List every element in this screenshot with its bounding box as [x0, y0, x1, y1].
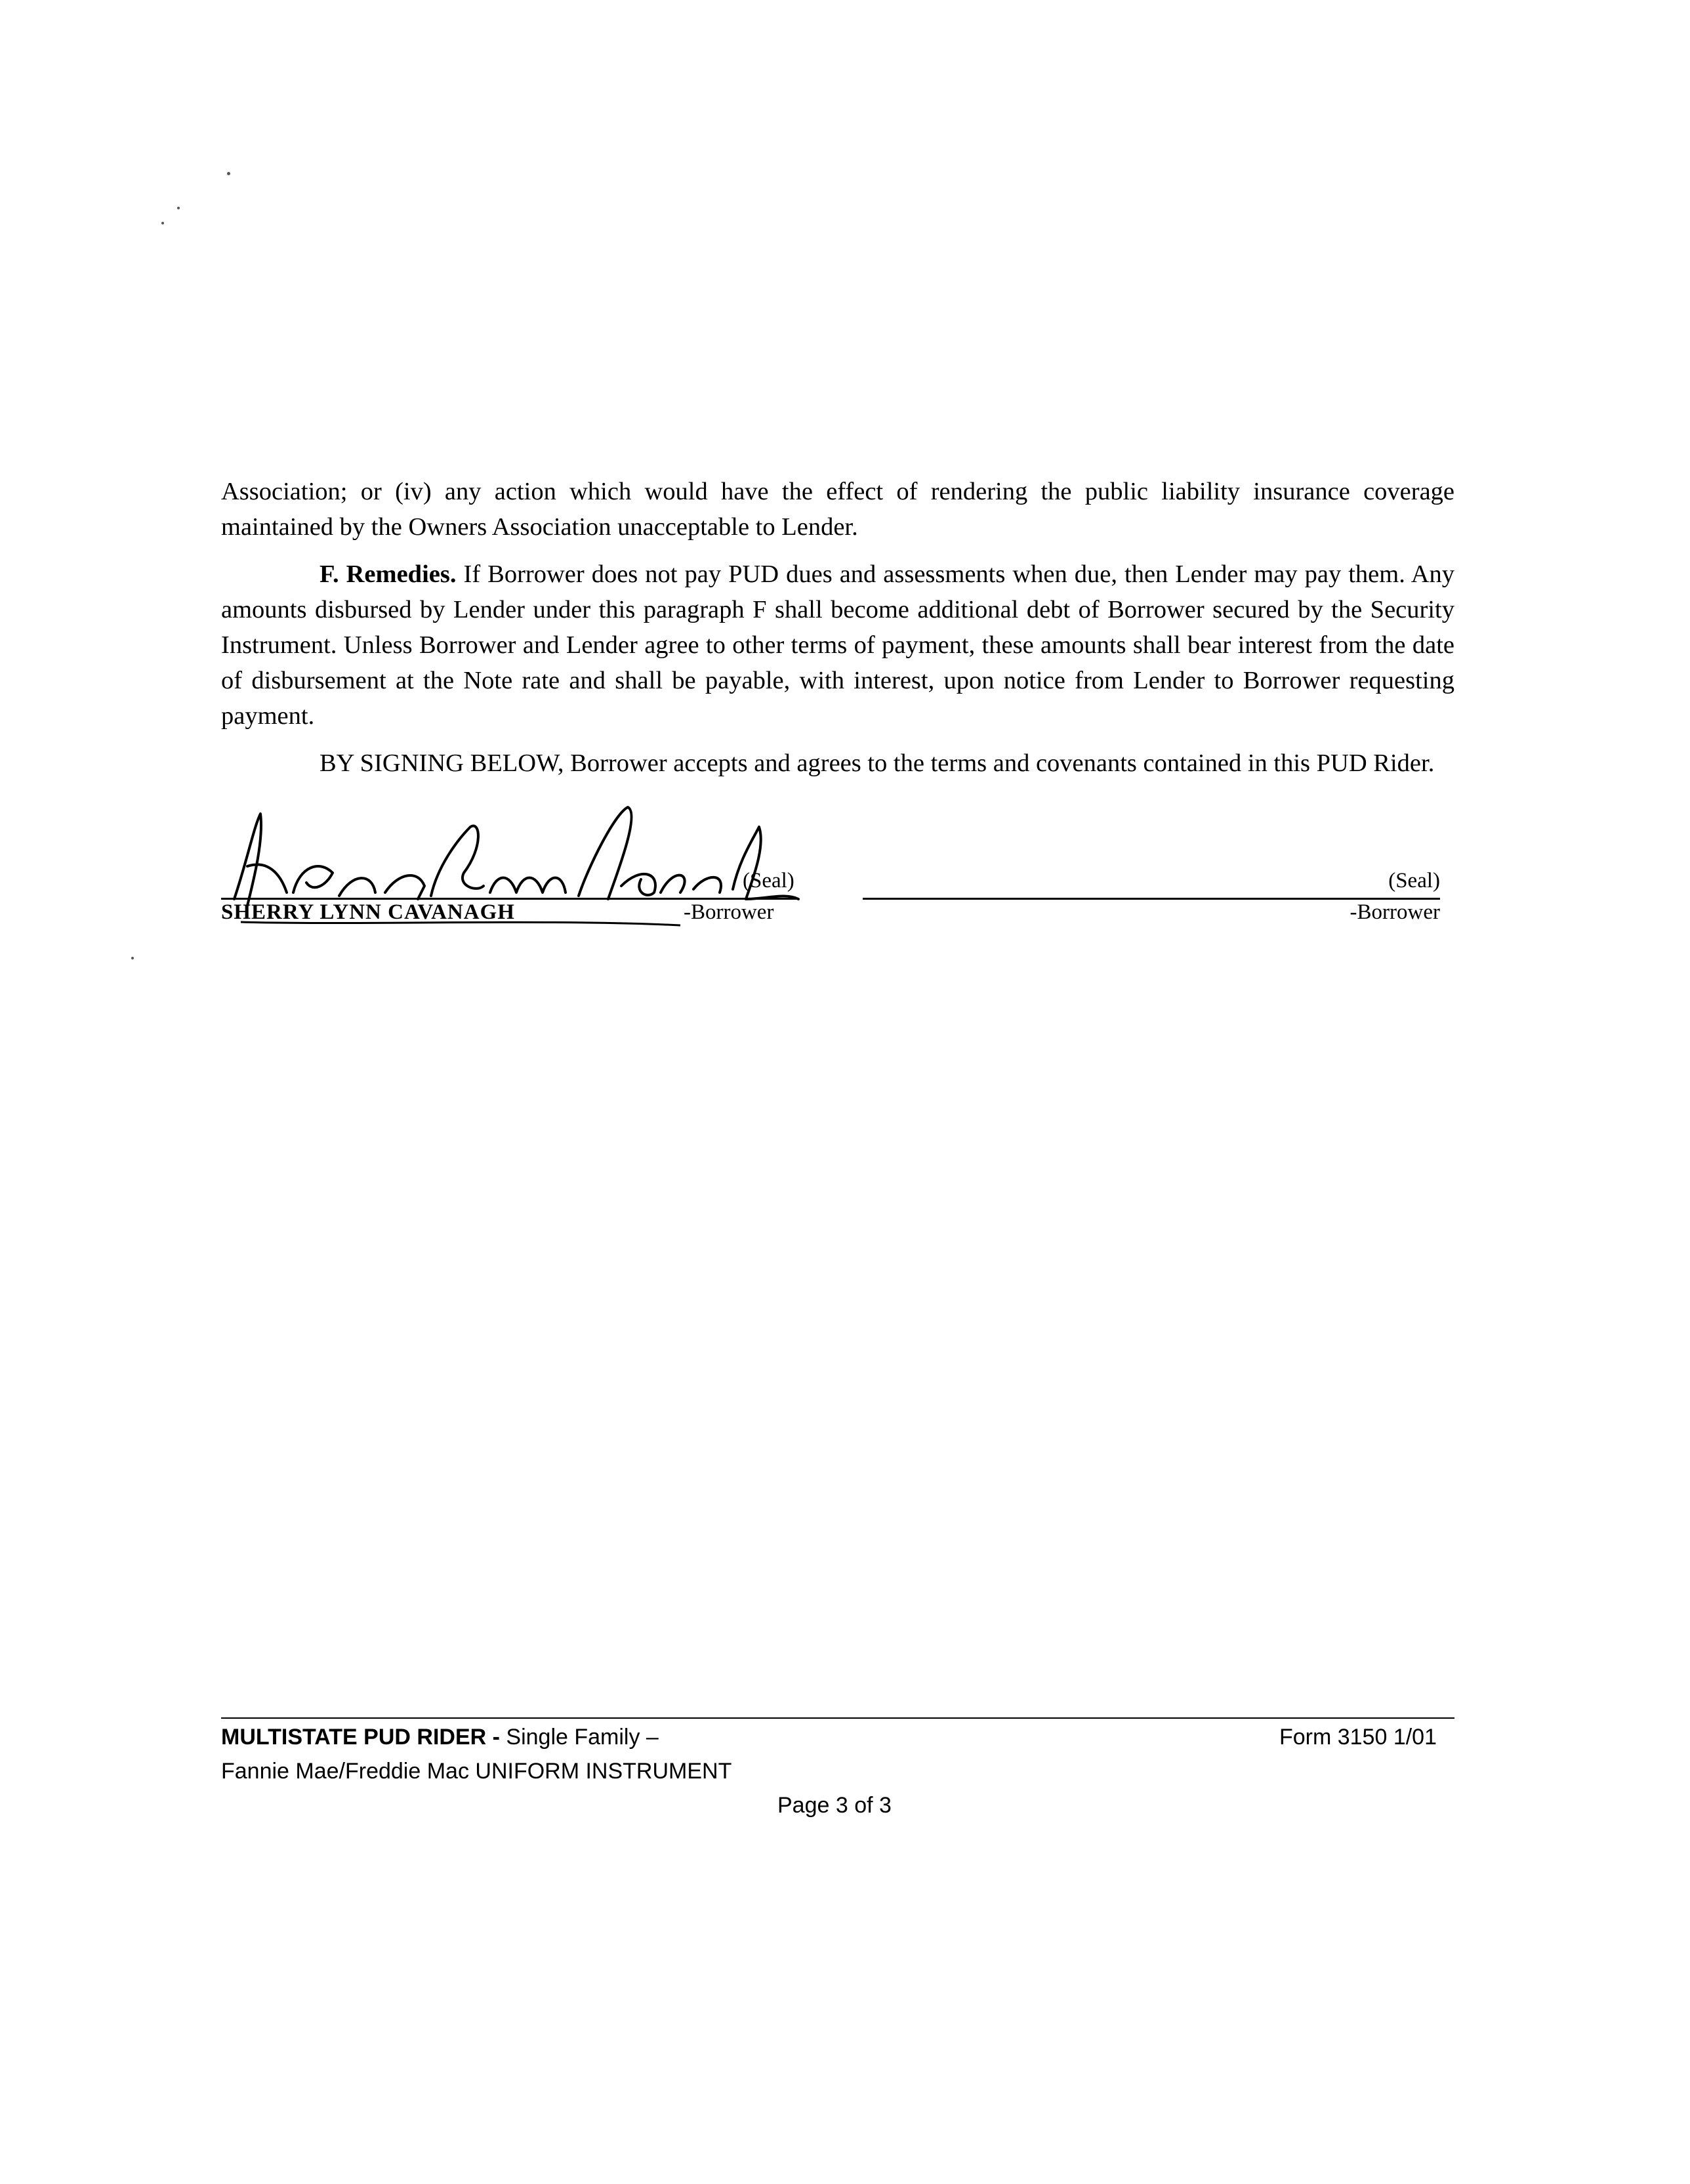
remedies-paragraph [221, 556, 1454, 734]
borrower-name: SHERRY LYNN CAVANAGH [221, 900, 515, 924]
footer-title-rest: Single Family – [499, 1725, 659, 1750]
document-body [221, 474, 1454, 793]
borrower-role-label: -Borrower [684, 900, 774, 924]
scan-speck [131, 957, 134, 959]
seal-label: (Seal) [1388, 869, 1440, 892]
signature-line [863, 898, 1440, 900]
remedies-heading: F. Remedies. [319, 560, 457, 588]
signature-line [221, 898, 798, 900]
footer-title-bold: MULTISTATE PUD RIDER - [221, 1725, 500, 1750]
seal-label: (Seal) [743, 869, 794, 892]
footer-title [221, 1725, 659, 1750]
scan-speck [177, 207, 180, 209]
borrower-signature-block-1 [221, 801, 812, 938]
scan-speck [161, 222, 164, 224]
borrower-role-label: -Borrower [1350, 900, 1440, 924]
footer-instrument: Fannie Mae/Freddie Mac UNIFORM INSTRUMENT [221, 1759, 732, 1784]
form-number: Form 3150 1/01 [1279, 1725, 1437, 1750]
remedies-text: If Borrower does not pay PUD dues and assessments when due, then Lender may pay them. Any amounts disbursed by Lender under this paragraph F shall become additional debt of Borrower secured by the Security Instrument. Unless Borrower and Lender agree to other terms of payment, these amounts shall bear interest from the date of disbursement at the Note rate and shall be payable, with interest, upon notice from Lender to Borrower requesting payment. [221, 560, 1455, 730]
signing-paragraph: BY SIGNING BELOW, Borrower accepts and agrees to the terms and covenants contained in this PUD Rider. [319, 749, 1435, 777]
scan-speck [227, 172, 230, 175]
footer-rule [221, 1717, 1454, 1719]
borrower-signature-block-2 [863, 801, 1440, 938]
page-number: Page 3 of 3 [777, 1793, 892, 1818]
association-paragraph: Association; or (iv) any action which would have the effect of rendering the public liability insurance coverage maintained by the Owners Association unacceptable to Lender. [221, 478, 1454, 541]
